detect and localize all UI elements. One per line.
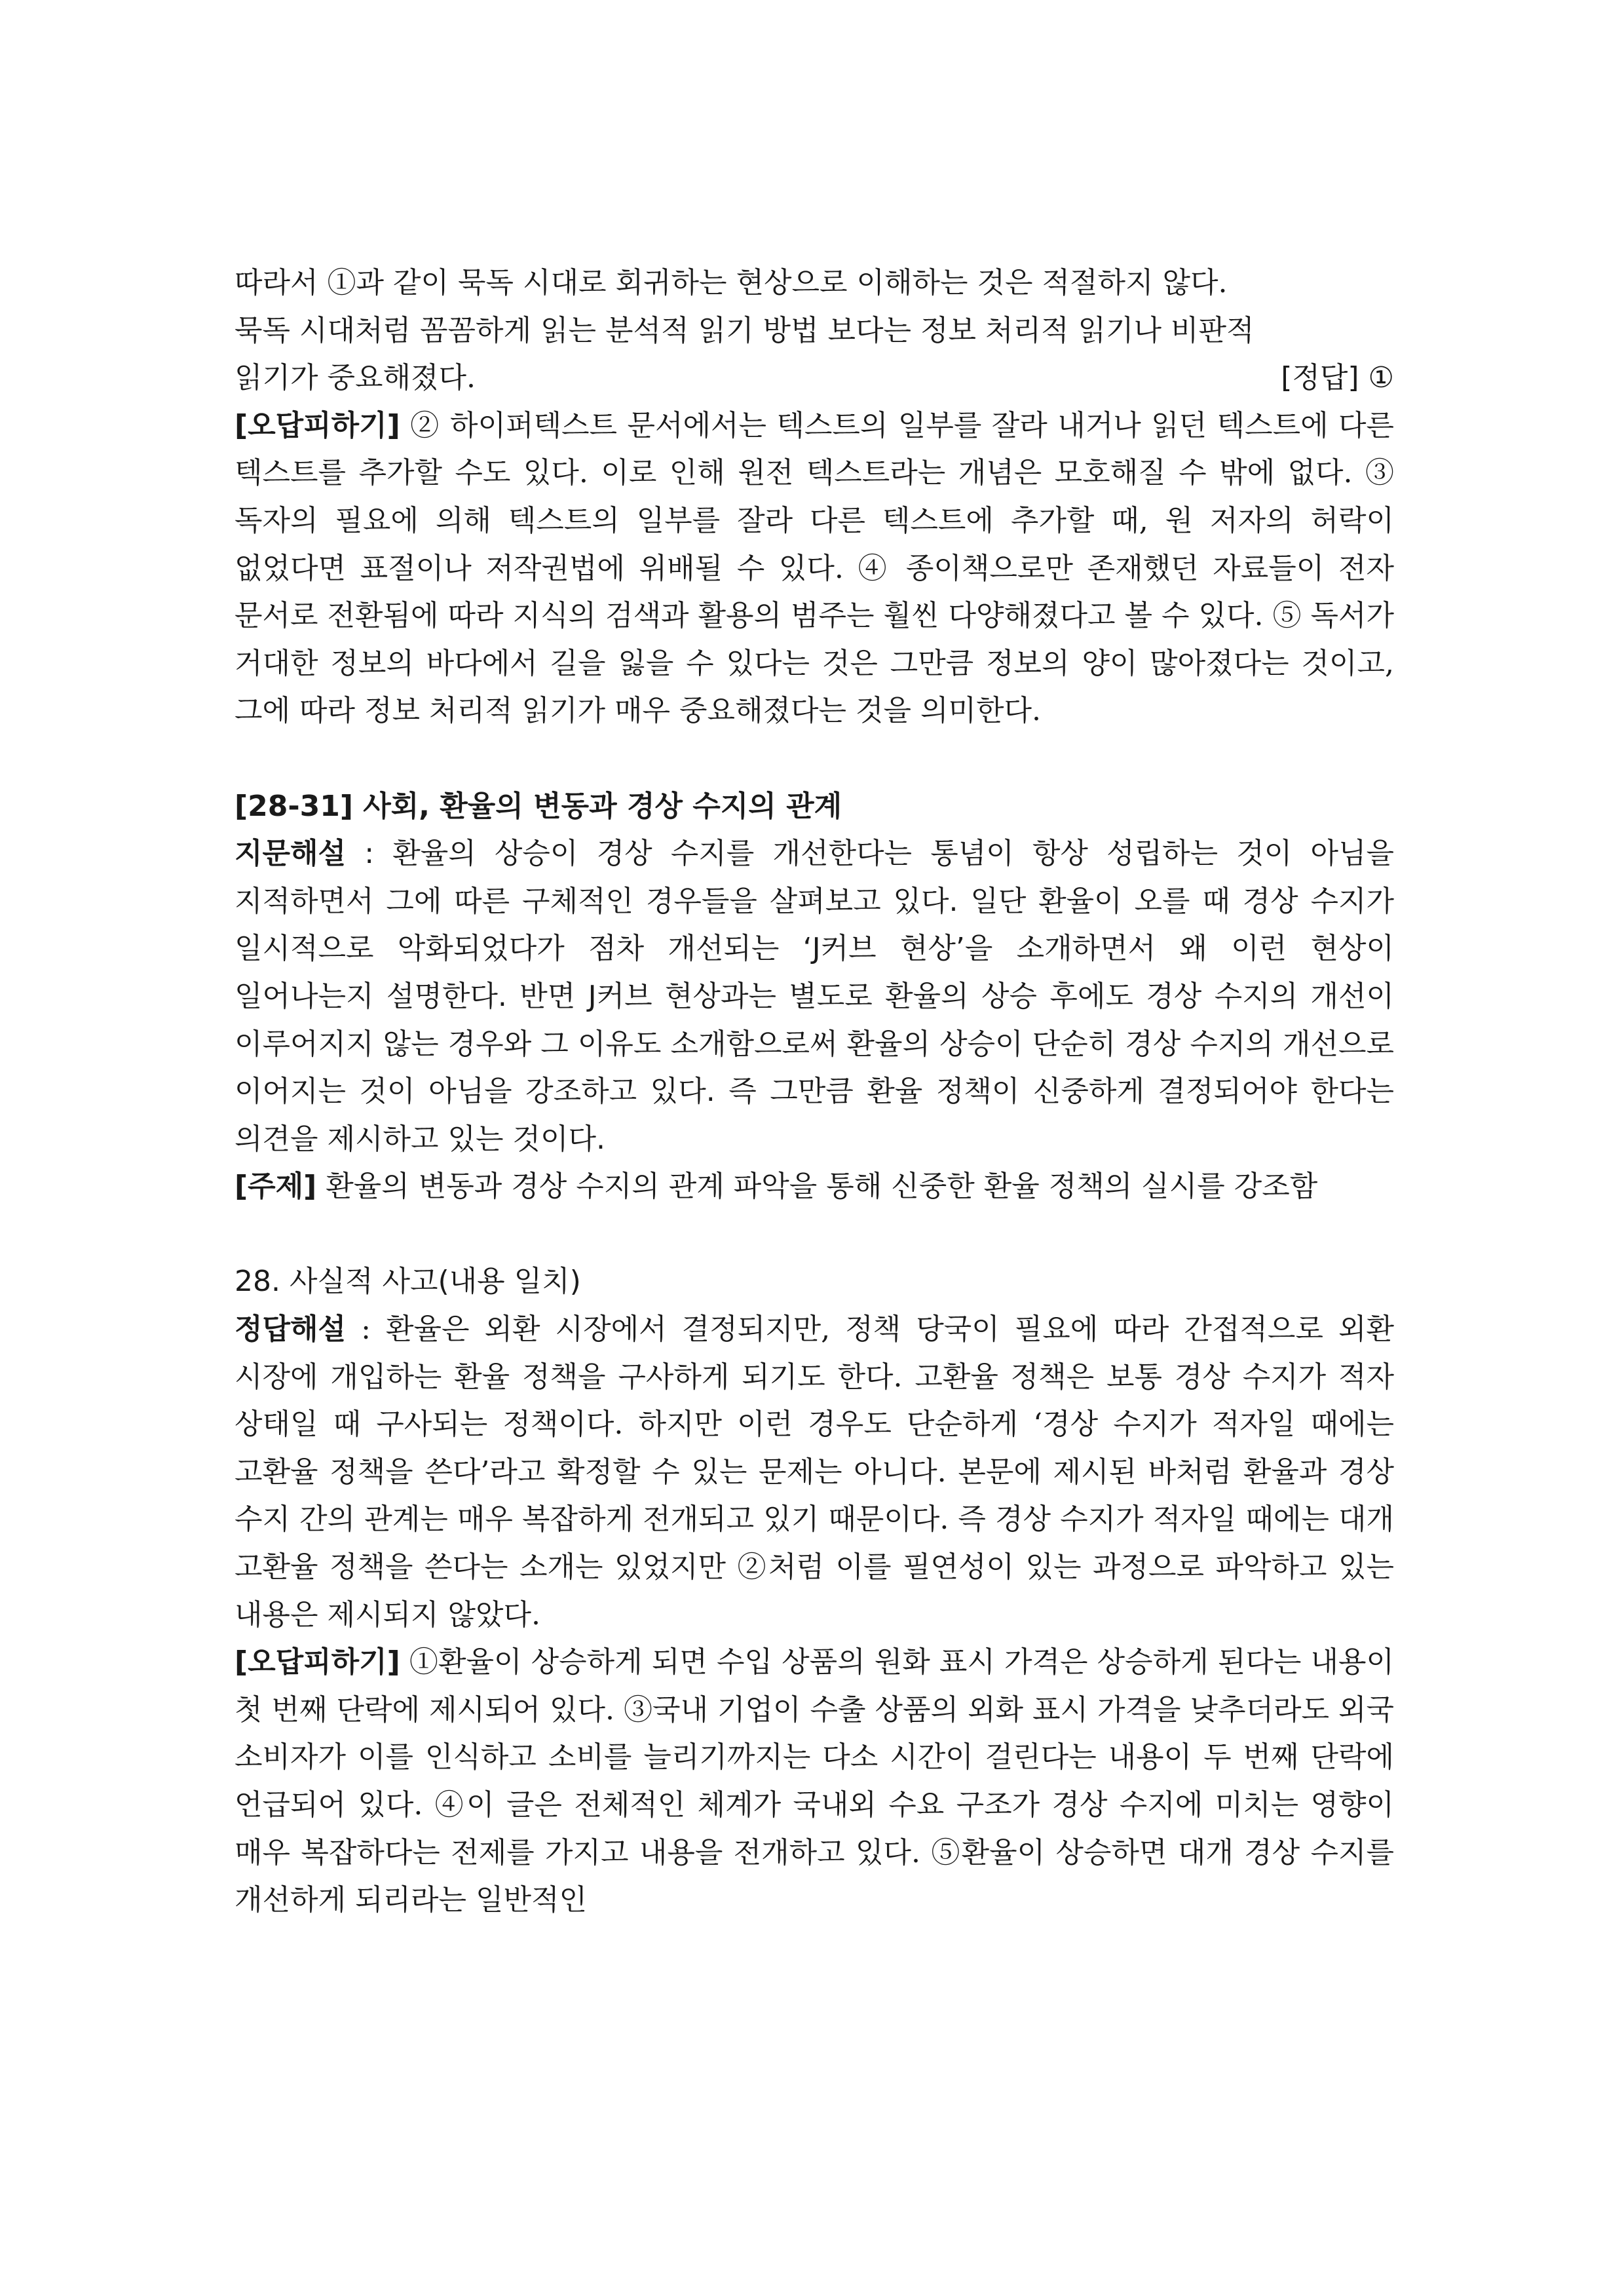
passage-paragraph xyxy=(235,830,1394,1163)
document-page xyxy=(235,259,1394,1924)
wrong-answer-label: [오답피하기] xyxy=(235,408,400,442)
section-title: [28-31] 사회, 환율의 변동과 경상 수지의 관계 xyxy=(235,789,842,823)
wrong-answer-text: ② 하이퍼텍스트 문서에서는 텍스트의 일부를 잘라 내거나 읽던 텍스트에 다른 텍스트를 추가할 수도 있다. 이로 인해 원전 텍스트라는 개념은 모호해질 수 밖에 없다. ③ 독자의 필요에 의해 텍스트의 일부를 잘라 다른 텍스트에 추가할 때, 원 저자의 허락이 없었다면 표절이나 저작권법에 위배될 수 있다. ④ 종이책으로만 존재했던 자료들이 전자 문서로 전환됨에 따라 지식의 검색과 활용의 범주는 훨씬 다양해졌다고 볼 수 있다. ⑤ 독서가 거대한 정보의 바다에서 길을 잃을 수 있다는 것은 그만큼 정보의 양이 많아졌다는 것이고, 그에 따라 정보 처리적 읽기가 매우 중요해졌다는 것을 의미한다. xyxy=(235,408,1394,728)
passage-label: 지문해설 xyxy=(235,837,347,871)
theme-paragraph xyxy=(235,1163,1394,1211)
theme-text: 환율의 변동과 경상 수지의 관계 파악을 통해 신중한 환율 정책의 실시를 강조함 xyxy=(316,1170,1318,1204)
answer-text: : 환율은 외환 시장에서 결정되지만, 정책 당국이 필요에 따라 간접적으로 외환 시장에 개입하는 환율 정책을 구사하게 되기도 한다. 고환율 정책은 보통 경상 수지가 적자 상태일 때 구사되는 정책이다. 하지만 이런 경우도 단순하게 ‘경상 수지가 적자일 때에는 고환율 정책을 쓴다’라고 확정할 수 있는 문제는 아니다. 본문에 제시된 바처럼 환율과 경상 수지 간의 관계는 매우 복잡하게 전개되고 있기 때문이다. 즉 경상 수지가 적자일 때에는 대개 고환율 정책을 쓴다는 소개는 있었지만 ②처럼 이를 필연성이 있는 과정으로 파악하고 있는 내용은 제시되지 않았다. xyxy=(235,1312,1395,1632)
passage-text: : 환율의 상승이 경상 수지를 개선한다는 통념이 항상 성립하는 것이 아님을 지적하면서 그에 따른 구체적인 경우들을 살펴보고 있다. 일단 환율이 오를 때 경상 수지가 일시적으로 악화되었다가 점차 개선되는 ‘J커브 현상’을 소개하면서 왜 이런 현상이 일어나는지 설명한다. 반면 J커브 현상과는 별도로 환율의 상승 후에도 경상 수지의 개선이 이루어지지 않는 경우와 그 이유도 소개함으로써 환율의 상승이 단순히 경상 수지의 개선으로 이어지는 것이 아님을 강조하고 있다. 즉 그만큼 환율 정책이 신중하게 결정되어야 한다는 의견을 제시하고 있는 것이다. xyxy=(235,837,1395,1156)
answer-paragraph xyxy=(235,1306,1394,1639)
explanation-line-2: 묵독 시대처럼 꼼꼼하게 읽는 분석적 읽기 방법 보다는 정보 처리적 읽기나 비판적 xyxy=(235,313,1255,347)
explanation-line-3: 읽기가 중요해졌다. xyxy=(235,361,476,395)
q28-wrong-answer-paragraph xyxy=(235,1639,1394,1924)
q28-wrong-answer-label: [오답피하기] xyxy=(235,1645,400,1679)
spacer xyxy=(235,1211,1394,1259)
answer-label: 정답해설 xyxy=(235,1312,347,1347)
theme-label: [주제] xyxy=(235,1170,317,1204)
q28-wrong-answer-text: ①환율이 상승하게 되면 수입 상품의 원화 표시 가격은 상승하게 된다는 내용이 첫 번째 단락에 제시되어 있다. ③국내 기업이 수출 상품의 외화 표시 가격을 낮추더라도 외국 소비자가 이를 인식하고 소비를 늘리기까지는 다소 시간이 걸린다는 내용이 두 번째 단락에 언급되어 있다. ④이 글은 전체적인 체계가 국내외 수요 구조가 경상 수지에 미치는 영향이 매우 복잡하다는 전제를 가지고 내용을 전개하고 있다. ⑤환율이 상승하면 대개 경상 수지를 개선하게 되리라는 일반적인 xyxy=(235,1645,1394,1917)
question-title: 28. 사실적 사고(내용 일치) xyxy=(235,1265,581,1299)
explanation-line-1: 따라서 ①과 같이 묵독 시대로 회귀하는 현상으로 이해하는 것은 적절하지 않다. xyxy=(235,266,1228,299)
wrong-answer-paragraph xyxy=(235,402,1394,735)
spacer xyxy=(235,735,1394,783)
answer-mark: [정답] ① xyxy=(1281,361,1394,395)
answer-line xyxy=(235,354,1394,402)
